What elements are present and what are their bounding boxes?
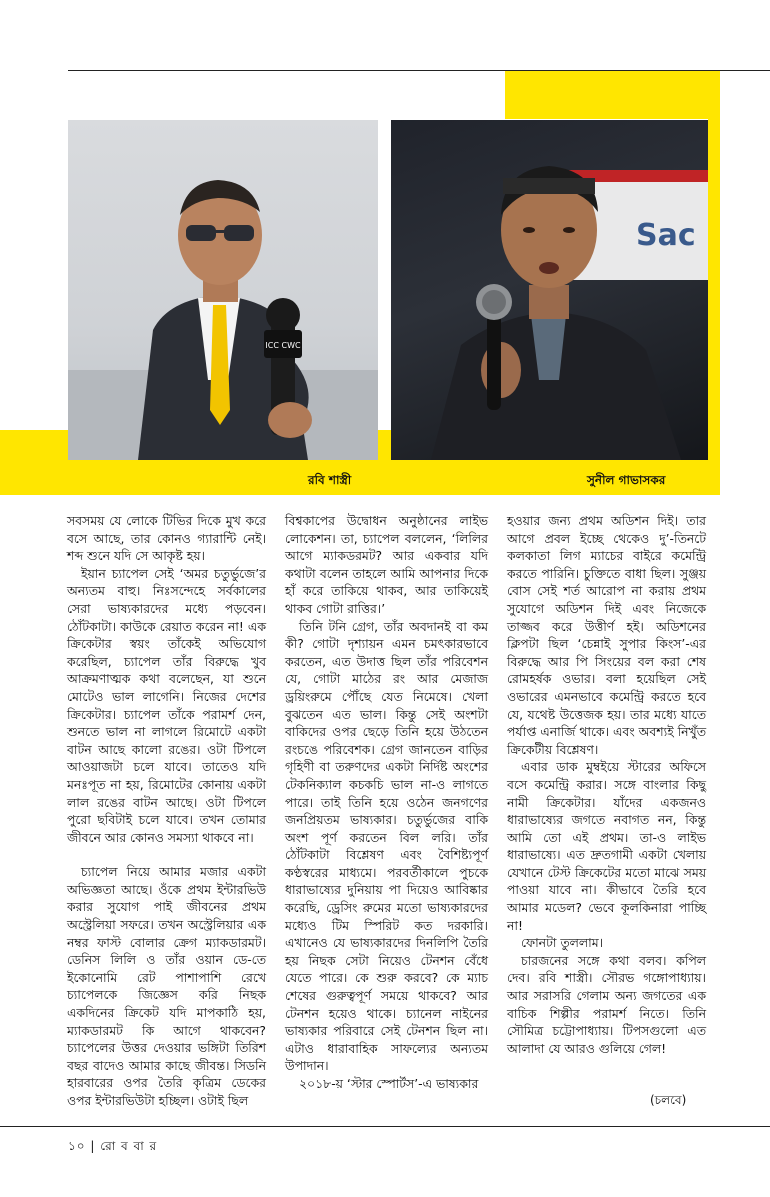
photo-ravi-shastri bbox=[68, 120, 378, 460]
text-column-3 bbox=[507, 512, 706, 1057]
paragraph: তিনি টনি গ্রেগ, তাঁর অবদানই বা কম কী? গোটা দৃশ্যায়ন এমন চমৎকারভাবে করতেন, এত উদাত্ত ছিল তাঁর পরিবেশন যে, গোটা মাঠের রং আর মেজাজ ড্রয়িংরুমে পৌঁছে যেত নিমেষে। খেলা বুঝতেন এত ভাল। কিন্তু সেই অংশটা বাকিদের ওপর ছেড়ে তিনি হয়ে উঠতেন রংচঙে পরিবেশক। গ্রেগ জানতেন বাড়ির গৃহিণী বা তরুণদের একটা নির্দিষ্ট অংশের টেকনিক্যাল কচকচি ভাল না-ও লাগতে পারে। তাই তিনি হয়ে ওঠেন জনগণের জনপ্রিয়তম ভাষ্যকার। চতুর্ভুজের বাকি অংশ পূর্ণ করতেন বিল লরি। তাঁর ঠোঁটকাটা বিশ্লেষণ এবং বৈশিষ্ট্যপূর্ণ কণ্ঠস্বরের মাধ্যমে। পরবর্তীকালে পুচকে ধারাভাষ্যের দুনিয়ায় পা দিয়েও আবিষ্কার করেছি, ড্রেসিং রুমের মতো ভাষ্যকারদের মধ্যেও টিম স্পিরিট কত দরকারি। এখানেও যে ভাষ্যকারদের দিনলিপি তৈরি হয় নিছক সেটা নিয়েও টেনশন বেঁধে যেতে পারে। কে শুরু করবে? কে ম্যাচ শেষের গুরুত্বপূর্ণ সময়ে থাকবে? আর টেনশন হয়েও থাকে। চ্যানেল নাইনের ভাষ্যকার পরিবারে সেই টেনশন ছিল না। এটাও ধারাবাহিক সাফল্যের অন্যতম উপাদান। bbox=[285, 618, 488, 1074]
continued-marker: (চলবে) bbox=[650, 1093, 687, 1107]
photo-sunil-gavaskar bbox=[391, 120, 708, 460]
bottom-rule bbox=[0, 1126, 770, 1127]
paragraph: চারজনের সঙ্গে কথা বলব। কপিল দেব। রবি শাস্ত্রী। সৌরভ গঙ্গোপাধ্যায়। আর সরাসরি গেলাম অন্য জগতের এক বাচিক শিল্পীর পরামর্শ নিতে। তিনি সৌমিত্র চট্টোপাধ্যায়। টিপসগুলো এত আলাদা যে আরও গুলিয়ে গেল! bbox=[507, 952, 706, 1056]
mic-badge: ICC CWC bbox=[265, 341, 301, 350]
paragraph: সবসময় যে লোকে টিভির দিকে মুখ করে বসে আছে, তার কোনও গ্যারান্টি নেই। শব্দ শুনে যদি সে আকৃষ্ট হয়। bbox=[67, 513, 266, 564]
paragraph: চ্যাপেল নিয়ে আমার মজার একটা অভিজ্ঞতা আছে। ওঁকে প্রথম ইন্টারভিউ করার সুযোগ পাই জীবনের প্রথম অস্ট্রেলিয়া সফরে। তখন অস্ট্রেলিয়ার এক নম্বর ফাস্ট বোলার ক্রেগ ম্যাকডারমট। ডেনিস লিলি ও তাঁর ওয়ান ডে-তে ইকোনোমি রেট পাশাপাশি রেখে চ্যাপেলকে জিজ্ঞেস করি নিছক একদিনের ক্রিকেট যদি মাপকাঠি হয়, ম্যাকডারমট কি আগে থাকবেন? চ্যাপেলের উত্তর দেওয়ার ভঙ্গিটা তিরিশ বছর বাদেও আমার কাছে জীবন্ত। সিডনি হারবারের ওপর তৈরি কৃত্রিম ডেকের ওপর ইন্টারভিউটা হচ্ছিল। ওটাই ছিল bbox=[67, 864, 266, 1108]
text-column-2 bbox=[285, 512, 488, 1093]
yellow-accent-block bbox=[505, 71, 708, 119]
page-footer bbox=[68, 1138, 157, 1158]
magazine-name: রো ব বা র bbox=[100, 1139, 158, 1153]
footer-divider: | bbox=[90, 1139, 101, 1153]
backdrop-banner: Sac bbox=[636, 218, 696, 253]
paragraph: বিশ্বকাপের উদ্বোধন অনুষ্ঠানের লাইভ লোকেশন। তা, চ্যাপেল বললেন, ‘লিলির আগে ম্যাকডরমট? আর একবার যদি কথাটা বলেন তাহলে আমি আপনার দিকে হাঁ করে তাকিয়ে থাকব, আর তাকিয়েই থাকব গোটা রাত্তির।’ bbox=[285, 513, 488, 616]
text-column-1 bbox=[67, 512, 266, 1110]
caption-right: সুনীল গাভাসকর bbox=[587, 473, 666, 487]
paragraph: এবার ডাক মুম্বইয়ে স্টারের অফিসে বসে কমেন্ট্রি করার। সঙ্গে বাংলার কিছু নামী ক্রিকেটার। যাঁদের একজনও ধারাভাষ্যের জগতে নবাগত নন, কিন্তু আমি তো এই প্রথম। তা-ও লাইভ ধারাভাষ্যে। এত দ্রুতগামী একটা খেলায় যেখানে টেস্ট ক্রিকেটের মতো মাঝে সময় পাওয়া যাবে না। কীভাবে তৈরি হবে আমার মডেল? ভেবে কূলকিনারা পাচ্ছি না! bbox=[507, 759, 706, 933]
paragraph: ফোনটা তুললাম। bbox=[521, 935, 604, 951]
paragraph: ইয়ান চ্যাপেল সেই ‘অমর চতুর্ভুজে’র অন্যতম বাহু। নিঃসন্দেহে সর্বকালের সেরা ভাষ্যকারদের মধ্যে পড়বেন। ঠোঁটকাটা। কাউকে রেয়াত করেন না! এক ক্রিকেটার স্বয়ং তাঁকেই অভিযোগ করেছিল, চ্যাপেল তাঁর বিরুদ্ধে খুব আক্রমণাত্মক কথা বলেছেন, যা শুনে মোটেও ভাল লাগেনি। নিজের দেশের ক্রিকেটার। চ্যাপেল তাঁকে পরামর্শ দেন, শুনতে ভাল না লাগলে রিমোটে একটা বাটন আছে কালো রঙের। ওটা টিপলে আওয়াজটা চলে যাবে। তাতেও যদি মনঃপূত না হয়, রিমোটের কোনায় একটা লাল রঙের বাটন আছে। ওটা টিপলে পুরো ছবিটাই চলে যাবে। তখন তোমার জীবনে আর কোনও সমস্যা থাকবে না। bbox=[67, 565, 266, 845]
caption-left: রবি শাস্ত্রী bbox=[308, 473, 352, 487]
page-number: ১০ bbox=[68, 1139, 86, 1153]
paragraph: হওয়ার জন্য প্রথম অডিশন দিই। তার আগে প্রবল ইচ্ছে থেকেও দু’-তিনটে কলকাতা লিগ ম্যাচের বাইরে কমেন্ট্রি করতে পারিনি। চুক্তিতে বাধা ছিল। সুঞ্জয় বোস সেই শর্ত আরোপ না করায় প্রথম সুযোগে অডিশন দিই এবং নিজেকে তাজ্জব করে উত্তীর্ণ হই। অডিশনের ক্লিপটা ছিল ‘চেন্নাই সুপার কিংস’-এর বিরুদ্ধে আর পি সিংয়ের বল করা শেষ রোমহর্ষক ওভার। বলা হয়েছিল সেই ওভারের এমনভাবে কমেন্ট্রি করতে হবে যে, যথেষ্ট উত্তেজক হয়। তার মধ্যে যাতে পর্যাপ্ত এনার্জি থাকে। এবং অবশ্যই নিখুঁত ক্রিকেটীয় বিশ্লেষণ। bbox=[507, 513, 706, 757]
paragraph: ২০১৮-য় ‘স্টার স্পোর্টস’-এ ভাষ্যকার bbox=[299, 1076, 479, 1091]
